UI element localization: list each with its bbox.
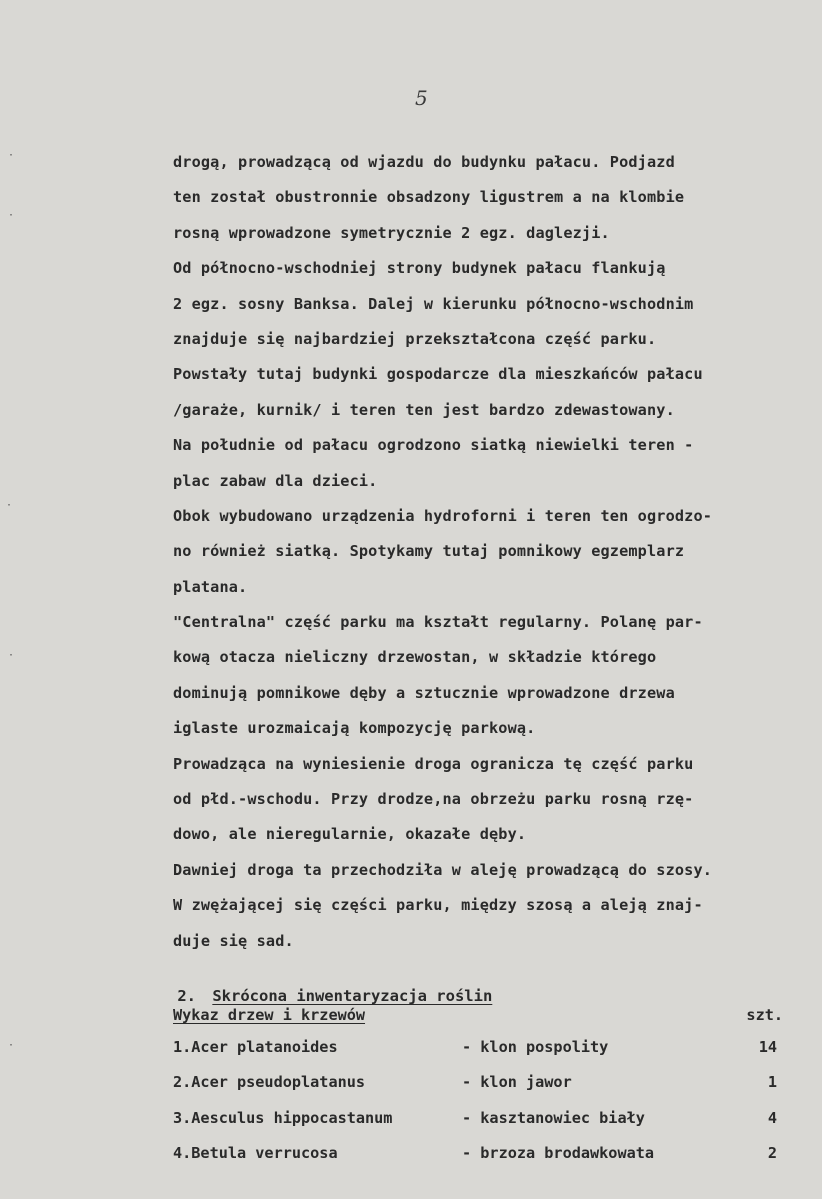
polish-name: - klon pospolity (462, 1038, 609, 1056)
text-line: Od północno-wschodniej strony budynek pałacu flankują (173, 259, 666, 278)
latin-name: 2.Acer pseudoplatanus (173, 1073, 366, 1092)
polish-name: - brzoza brodawkowata (462, 1144, 655, 1163)
text-line: dominują pomnikowe dęby a sztucznie wprowadzone drzewa (173, 683, 675, 702)
list-item (173, 1038, 783, 1073)
section-number: 2. (177, 987, 196, 1005)
unit-header: szt. (746, 1006, 783, 1024)
plant-count: 14 (758, 1038, 777, 1056)
body-paragraph (173, 150, 822, 964)
text-line: Prowadząca na wyniesienie droga ogranicza tę część parku (173, 754, 694, 773)
text-line: duje się sad. (173, 931, 294, 950)
text-line: no również siatką. Spotykamy tutaj pomnikowy egzemplarz (173, 542, 685, 561)
text-line: "Centralna" część parku ma kształt regularny. Polanę par- (173, 613, 703, 632)
text-line: W zwężającej się części parku, między szosą a aleją znaj- (173, 896, 703, 915)
text-line: znajduje się najbardziej przekształcona część parku. (173, 329, 657, 348)
plant-count: 1 (767, 1073, 777, 1092)
scan-mark: · (8, 1040, 15, 1051)
plant-count: 2 (767, 1144, 777, 1163)
text-line: /garaże, kurnik/ i teren ten jest bardzo zdewastowany. (173, 400, 675, 419)
latin-name: 1.Acer platanoides (173, 1038, 338, 1056)
text-line: drogą, prowadzącą od wjazdu do budynku pałacu. Podjazd (173, 153, 675, 171)
plant-list (173, 1038, 783, 1180)
text-line: platana. (173, 577, 248, 596)
scan-mark: · (8, 210, 15, 221)
text-line: Na południe od pałacu ogrodzono siatką niewielki teren - (173, 436, 694, 455)
scan-mark: · (8, 150, 15, 161)
polish-name: - klon jawor (462, 1073, 572, 1092)
text-line: dowo, ale nieregularnie, okazałe dęby. (173, 825, 527, 844)
text-line: od płd.-wschodu. Przy drodze,na obrzeżu parku rosną rzę- (173, 790, 694, 809)
text-line: Dawniej droga ta przechodziła w aleję prowadzącą do szosy. (173, 860, 713, 879)
subsection-header (173, 1006, 783, 1030)
page-number: 5 (415, 86, 428, 110)
text-line: 2 egz. sosny Banksa. Dalej w kierunku północno-wschodnim (173, 294, 694, 313)
text-line: plac zabaw dla dzieci. (173, 471, 378, 490)
latin-name: 3.Aesculus hippocastanum (173, 1108, 393, 1127)
list-item (173, 1109, 783, 1144)
polish-name: - kasztanowiec biały (462, 1108, 645, 1127)
plant-count: 4 (767, 1108, 777, 1127)
text-line: Powstały tutaj budynki gospodarcze dla mieszkańców pałacu (173, 365, 703, 384)
text-line: ten został obustronnie obsadzony ligustrem a na klombie (173, 188, 685, 207)
scan-mark: · (6, 500, 13, 511)
list-item (173, 1073, 783, 1108)
section-title: Skrócona inwentaryzacja roślin (212, 987, 493, 1005)
scan-mark: · (8, 650, 15, 661)
text-line: Obok wybudowano urządzenia hydroforni i teren ten ogrodzo- (173, 506, 713, 525)
text-line: kową otacza nieliczny drzewostan, w składzie którego (173, 648, 657, 667)
text-line: iglaste urozmaicają kompozycję parkową. (173, 719, 536, 738)
text-line: rosną wprowadzone symetrycznie 2 egz. daglezji. (173, 223, 610, 242)
list-item (173, 1144, 783, 1179)
subsection-title: Wykaz drzew i krzewów (173, 1006, 366, 1024)
latin-name: 4.Betula verrucosa (173, 1144, 338, 1163)
